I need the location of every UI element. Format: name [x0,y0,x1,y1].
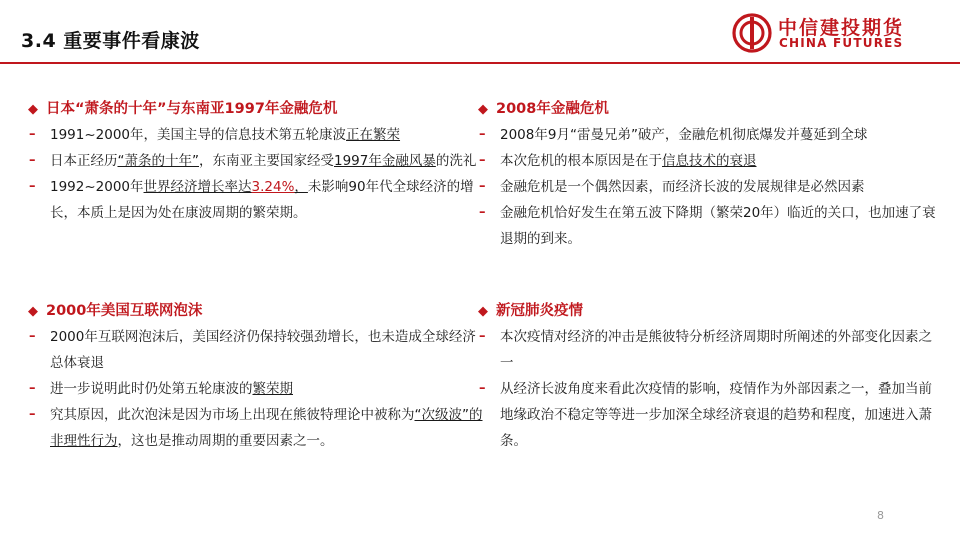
list-item: – 金融危机是一个偶然因素，而经济长波的发展规律是必然因素 [478,174,938,200]
diamond-bullet-icon: ◆ [478,102,488,117]
header-divider [0,62,960,64]
dash-bullet-icon: – [479,205,486,220]
list-item: – 2008年9月“雷曼兄弟”破产，金融危机彻底爆发并蔓延到全球 [478,122,938,148]
list-item: – 1991~2000年，美国主导的信息技术第五轮康波正在繁荣 [28,122,488,148]
dash-bullet-icon: – [479,153,486,168]
list-item: – 本次危机的根本原因是在于信息技术的衰退 [478,148,938,174]
list-item: – 从经济长波角度来看此次疫情的影响，疫情作为外部因素之一，叠加当前地缘政治不稳定等等进一步加深全球经济衰退的趋势和程度，加速进入萧条。 [478,376,938,454]
slide-header [0,0,960,66]
section-dotcom-bubble [28,298,488,454]
slide-title: 3.4 重要事件看康波 [21,30,200,52]
dash-bullet-icon: – [29,127,36,142]
diamond-bullet-icon: ◆ [28,102,38,117]
dash-bullet-icon: – [29,329,36,344]
dash-bullet-icon: – [29,407,36,422]
list-item: – 究其原因，此次泡沫是因为市场上出现在熊彼特理论中被称为“次级波”的非理性行为，这也是推动周期的重要因素之一。 [28,402,488,454]
citic-logo-icon [732,13,772,53]
list-item: – 日本正经历“萧条的十年”，东南亚主要国家经受1997年金融风暴的洗礼 [28,148,488,174]
logo-english-name: CHINA FUTURES [779,36,904,50]
section-covid [478,298,938,454]
company-logo [732,13,932,53]
section-title: ◆ 2000年美国互联网泡沫 [28,298,488,324]
section-2008-crisis [478,96,938,252]
section-title: ◆ 2008年金融危机 [478,96,938,122]
list-item: – 本次疫情对经济的冲击是熊彼特分析经济周期时所阐述的外部变化因素之一 [478,324,938,376]
dash-bullet-icon: – [29,381,36,396]
dash-bullet-icon: – [479,381,486,396]
dash-bullet-icon: – [479,127,486,142]
list-item: – 进一步说明此时仍处第五轮康波的繁荣期 [28,376,488,402]
dash-bullet-icon: – [29,179,36,194]
page-number: 8 [877,509,884,522]
diamond-bullet-icon: ◆ [28,304,38,319]
list-item: – 金融危机恰好发生在第五波下降期（繁荣20年）临近的关口，也加速了衰退期的到来。 [478,200,938,252]
section-title: ◆ 新冠肺炎疫情 [478,298,938,324]
logo-chinese-name: 中信建投期货 [778,17,905,39]
dash-bullet-icon: – [479,329,486,344]
section-japan-asia-crisis [28,96,488,226]
dash-bullet-icon: – [29,153,36,168]
diamond-bullet-icon: ◆ [478,304,488,319]
list-item: – 2000年互联网泡沫后，美国经济仍保持较强劲增长，也未造成全球经济总体衰退 [28,324,488,376]
section-title: ◆ 日本“萧条的十年”与东南亚1997年金融危机 [28,96,488,122]
dash-bullet-icon: – [479,179,486,194]
list-item: – 1992~2000年世界经济增长率达3.24%，未影响90年代全球经济的增长，本质上是因为处在康波周期的繁荣期。 [28,174,488,226]
